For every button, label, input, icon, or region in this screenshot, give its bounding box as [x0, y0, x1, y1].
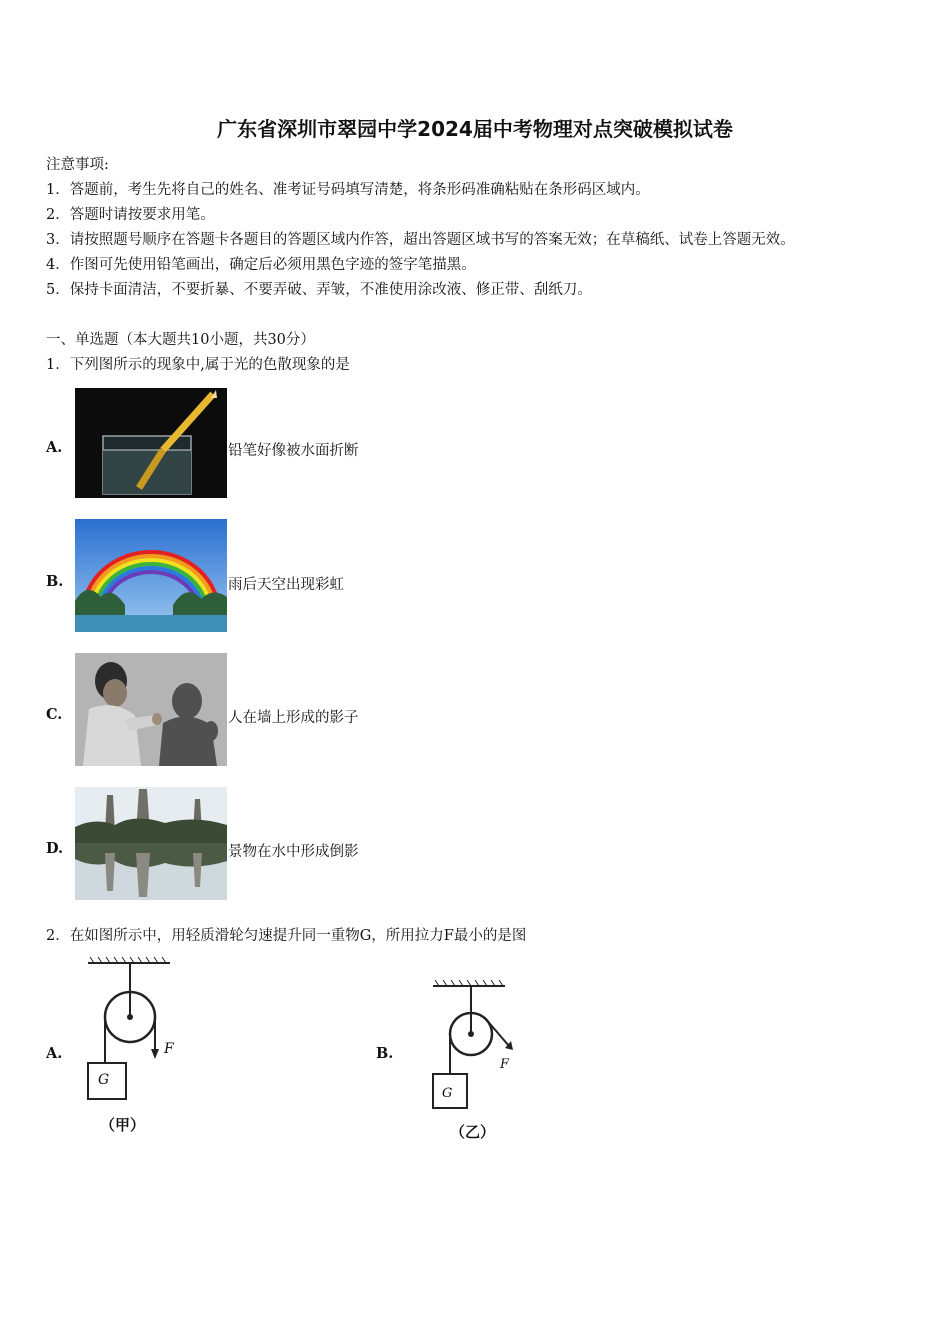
- figure-b-letter: B.: [376, 1045, 394, 1062]
- option-b-text: 雨后天空出现彩虹: [228, 577, 344, 593]
- figure-b-caption: （乙）: [450, 1123, 496, 1141]
- option-c-text: 人在墙上形成的影子: [228, 710, 359, 726]
- figure-b-weight-label: G: [442, 1086, 453, 1101]
- option-d-letter: D.: [46, 840, 64, 857]
- pencil-in-water-image: [75, 388, 227, 498]
- question-1-stem: 1．下列图所示的现象中,属于光的色散现象的是: [46, 357, 350, 373]
- option-c-letter: C.: [46, 706, 63, 723]
- question-2-stem: 2．在如图所示中，用轻质滑轮匀速提升同一重物G，所用拉力F最小的是图: [46, 928, 527, 944]
- notice-item: 4．作图可先使用铅笔画出，确定后必须用黑色字迹的签字笔描黑。: [46, 257, 476, 273]
- option-a-text: 铅笔好像被水面折断: [228, 443, 359, 459]
- page-title: 广东省深圳市翠园中学2024届中考物理对点突破模拟试卷: [217, 117, 733, 141]
- notice-item: 1．答题前，考生先将自己的姓名、准考证号码填写清楚，将条形码准确粘贴在条形码区域内。: [46, 182, 650, 198]
- section-heading: 一、单选题（本大题共10小题，共30分）: [46, 332, 315, 348]
- figure-a-weight-label: G: [98, 1072, 110, 1088]
- shadow-image: [75, 653, 227, 766]
- rainbow-image: [75, 519, 227, 632]
- figure-a-letter: A.: [46, 1045, 63, 1062]
- option-b-letter: B.: [46, 573, 64, 590]
- option-a-letter: A.: [46, 439, 63, 456]
- notice-item: 2．答题时请按要求用笔。: [46, 207, 215, 223]
- reflection-image: [75, 787, 227, 900]
- figure-a-force-label: F: [164, 1041, 174, 1057]
- figure-a-caption: （甲）: [100, 1116, 146, 1134]
- notice-item: 3．请按照题号顺序在答题卡各题目的答题区域内作答，超出答题区域书写的答案无效；在草稿纸、试卷上答题无效。: [46, 232, 795, 248]
- notice-item: 5．保持卡面清洁，不要折暴、不要弄破、弄皱，不准使用涂改液、修正带、刮纸刀。: [46, 282, 592, 298]
- figure-b-fixed-pulley: [425, 978, 525, 1118]
- notice-heading: 注意事项:: [46, 157, 109, 173]
- option-d-text: 景物在水中形成倒影: [228, 844, 359, 860]
- figure-b-force-label: F: [500, 1057, 510, 1072]
